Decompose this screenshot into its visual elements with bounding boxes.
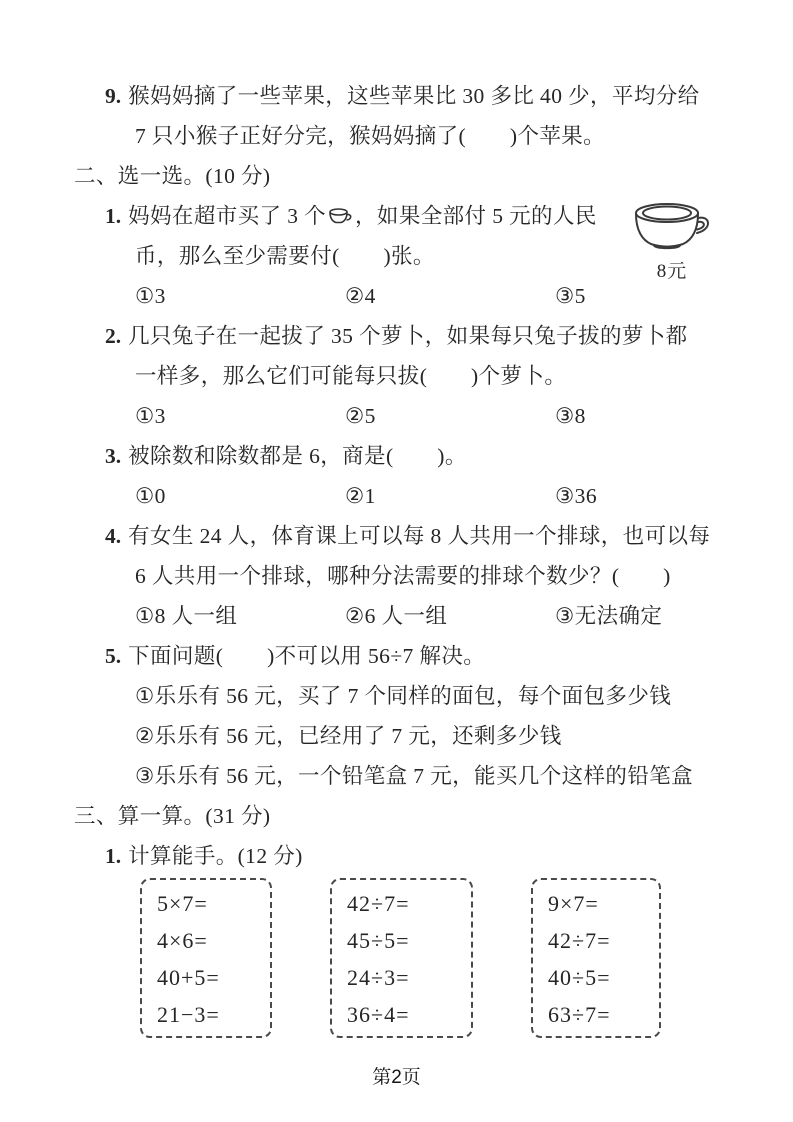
q2-option-1: ①3 xyxy=(135,404,166,428)
q2-option-2: ②5 xyxy=(345,404,376,428)
calc-boxes-row xyxy=(140,878,754,1038)
calc-item: 21−3= xyxy=(157,1002,220,1027)
q1-option-2: ②4 xyxy=(345,284,376,308)
q5-number: 5. xyxy=(105,644,122,668)
teacup-inline-icon xyxy=(328,196,353,236)
q2-line2: 一样多，那么它们可能每只拔( )个萝卜。 xyxy=(135,364,567,388)
q3-option-3: ③36 xyxy=(555,484,597,508)
q3-option-2: ②1 xyxy=(345,484,376,508)
q4-option-3: ③无法确定 xyxy=(555,604,663,628)
calc-item: 5×7= xyxy=(157,891,208,916)
section-three-subtitle xyxy=(74,836,754,876)
q4-line2: 6 人共用一个排球，哪种分法需要的排球个数少？( ) xyxy=(135,564,671,588)
calc-box-3 xyxy=(531,878,661,1038)
calc-box-2 xyxy=(330,878,473,1038)
q5-text: 下面问题( )不可以用 56÷7 解决。 xyxy=(128,644,486,668)
page-footer: 第2页 xyxy=(372,1067,421,1088)
teacup-icon xyxy=(629,202,715,254)
q4-option-1: ①8 人一组 xyxy=(135,604,238,628)
subtitle-text: 计算能手。(12 分) xyxy=(128,844,303,868)
calc-item: 40÷5= xyxy=(548,965,611,990)
q1-option-1: ①3 xyxy=(135,284,166,308)
q4-line1 xyxy=(74,516,754,556)
q2-options xyxy=(74,396,754,436)
subtitle-number: 1. xyxy=(105,844,122,868)
q3-option-1: ①0 xyxy=(135,484,166,508)
teacup-image xyxy=(628,202,716,283)
calc-item: 24÷3= xyxy=(347,965,410,990)
q3-text: 被除数和除数都是 6，商是( )。 xyxy=(128,444,467,468)
q1-line2: 币，那么至少需要付( )张。 xyxy=(135,244,435,268)
q1-number: 1. xyxy=(105,204,122,228)
calc-item: 36÷4= xyxy=(347,1002,410,1027)
q1-text-after-icon: ，如果全部付 5 元的人民 xyxy=(355,204,597,228)
q1-option-3: ③5 xyxy=(555,284,586,308)
calc-item: 42÷7= xyxy=(347,891,410,916)
q1-text-before-icon: 妈妈在超市买了 3 个 xyxy=(128,204,327,228)
q3-line1 xyxy=(74,436,754,476)
q2-number: 2. xyxy=(105,324,122,348)
q2-option-3: ③8 xyxy=(555,404,586,428)
q4-number: 4. xyxy=(105,524,122,548)
q4-text: 有女生 24 人，体育课上可以每 8 人共用一个排球，也可以每 xyxy=(128,524,711,548)
q5-choice-2: ②乐乐有 56 元，已经用了 7 元，还剩多少钱 xyxy=(135,724,562,748)
q2-line1 xyxy=(74,316,754,356)
calc-item: 4×6= xyxy=(157,928,208,953)
section-three-title: 三、算一算。(31 分) xyxy=(74,804,271,828)
question-9-text: 猴妈妈摘了一些苹果，这些苹果比 30 多比 40 少，平均分给 xyxy=(128,84,700,108)
cup-price-label: 8元 xyxy=(656,261,688,282)
calc-item: 63÷7= xyxy=(548,1002,611,1027)
q2-text: 几只兔子在一起拔了 35 个萝卜，如果每只兔子拔的萝卜都 xyxy=(128,324,688,348)
calc-item: 40+5= xyxy=(157,965,220,990)
calc-item: 9×7= xyxy=(548,891,599,916)
calc-item: 42÷7= xyxy=(548,928,611,953)
question-9-line1 xyxy=(74,76,754,116)
section-two-title: 二、选一选。(10 分) xyxy=(74,164,271,188)
q4-options xyxy=(74,596,754,636)
q5-line1 xyxy=(74,636,754,676)
question-9-number: 9. xyxy=(105,84,122,108)
calc-box-1 xyxy=(140,878,272,1038)
question-9-line2: 7 只小猴子正好分完，猴妈妈摘了( )个苹果。 xyxy=(135,124,606,148)
q5-choice-3: ③乐乐有 56 元，一个铅笔盒 7 元，能买几个这样的铅笔盒 xyxy=(135,764,694,788)
q3-options xyxy=(74,476,754,516)
calc-item: 45÷5= xyxy=(347,928,410,953)
q4-option-2: ②6 人一组 xyxy=(345,604,448,628)
q5-choice-1: ①乐乐有 56 元，买了 7 个同样的面包，每个面包多少钱 xyxy=(135,684,672,708)
q3-number: 3. xyxy=(105,444,122,468)
